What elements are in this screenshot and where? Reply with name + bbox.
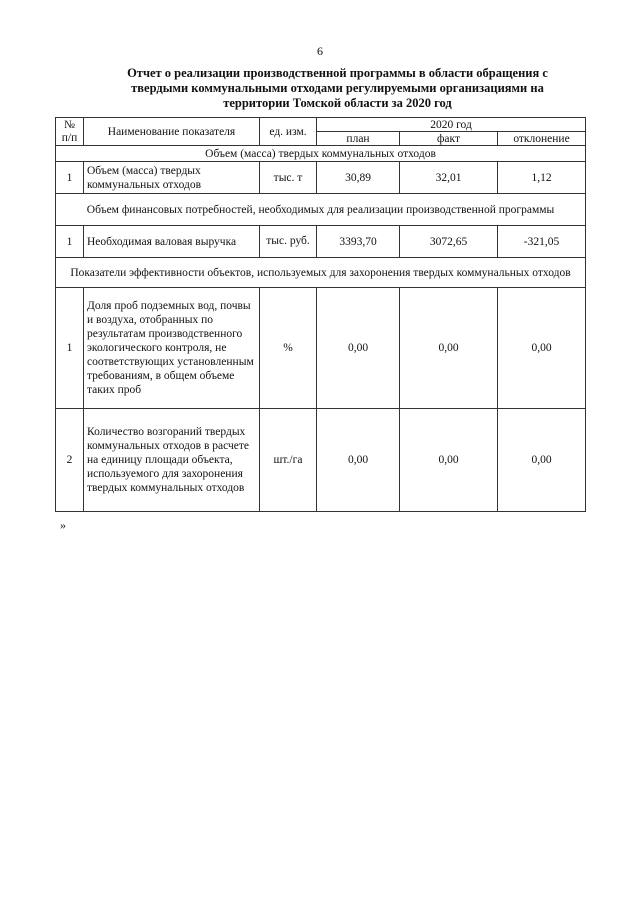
row-deviation: 1,12	[498, 162, 586, 194]
row-unit: шт./га	[260, 409, 317, 512]
row-num: 2	[56, 409, 84, 512]
row-deviation: -321,05	[498, 226, 586, 258]
header-deviation: отклонение	[498, 132, 586, 146]
section-title-row	[56, 194, 586, 226]
table-row	[56, 409, 586, 512]
row-plan: 3393,70	[317, 226, 400, 258]
row-deviation: 0,00	[498, 409, 586, 512]
header-fact: факт	[400, 132, 498, 146]
header-unit: ед. изм.	[260, 118, 317, 146]
header-num: № п/п	[56, 118, 84, 146]
table-row	[56, 226, 586, 258]
section-title-row	[56, 146, 586, 162]
table-row	[56, 162, 586, 194]
header-plan: план	[317, 132, 400, 146]
document-title: Отчет о реализации производственной программы в области обращения с твердыми коммунальными отходами регулируемыми организациями на территории Томской области за 2020 год	[127, 66, 548, 110]
row-plan: 30,89	[317, 162, 400, 194]
row-num: 1	[56, 162, 84, 194]
section-title: Объем финансовых потребностей, необходимых для реализации производственной программы	[56, 194, 586, 226]
row-num: 1	[56, 288, 84, 409]
header-row-1	[56, 118, 586, 132]
row-name: Количество возгораний твердых коммунальных отходов в расчете на единицу площади объекта, используемого для захоронения твердых коммунальных отходов	[84, 409, 260, 512]
row-name: Объем (масса) твердых коммунальных отходов	[84, 162, 260, 194]
report-table	[55, 117, 586, 512]
header-year: 2020 год	[317, 118, 586, 132]
row-name: Необходимая валовая выручка	[84, 226, 260, 258]
row-fact: 0,00	[400, 409, 498, 512]
header-name: Наименование показателя	[84, 118, 260, 146]
row-unit: тыс. руб.	[260, 226, 317, 258]
table-row	[56, 288, 586, 409]
row-num: 1	[56, 226, 84, 258]
section-title-row	[56, 258, 586, 288]
row-name: Доля проб подземных вод, почвы и воздуха, отобранных по результатам производственного экологического контроля, не соответствующих установленным требованиям, в общем объеме таких проб	[84, 288, 260, 409]
section-title: Объем (масса) твердых коммунальных отходов	[56, 146, 586, 162]
row-plan: 0,00	[317, 288, 400, 409]
row-fact: 0,00	[400, 288, 498, 409]
row-plan: 0,00	[317, 409, 400, 512]
row-fact: 3072,65	[400, 226, 498, 258]
closing-quote: »	[60, 518, 66, 532]
page-number: 6	[317, 44, 323, 58]
row-unit: %	[260, 288, 317, 409]
row-fact: 32,01	[400, 162, 498, 194]
row-deviation: 0,00	[498, 288, 586, 409]
section-title: Показатели эффективности объектов, используемых для захоронения твердых коммунальных отходов	[56, 258, 586, 288]
row-unit: тыс. т	[260, 162, 317, 194]
